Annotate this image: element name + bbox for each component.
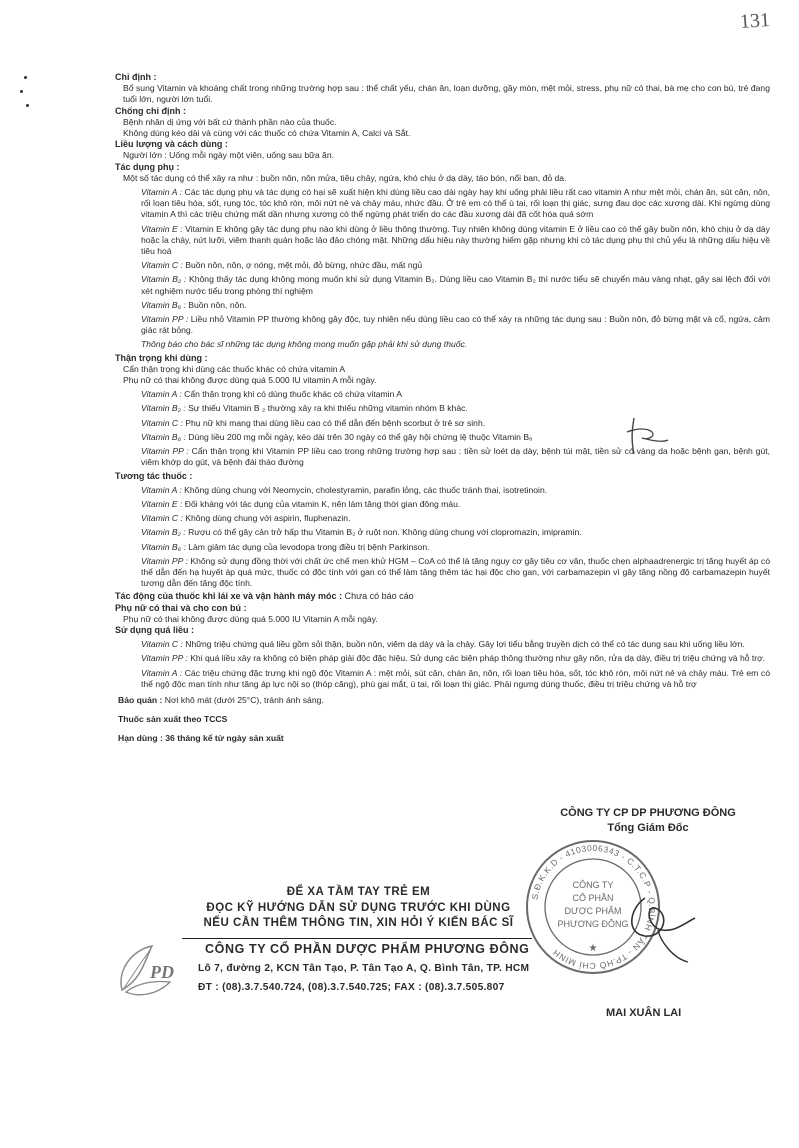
footer-company-name: CÔNG TY CỔ PHẦN DƯỢC PHẨM PHƯƠNG ĐÔNG bbox=[205, 942, 530, 956]
vitamin-text: Cẩn thận trọng khi có dùng thuốc khác có chứa vitamin A bbox=[181, 389, 403, 400]
pregnancy-text: Phụ nữ có thai không được dùng quá 5.000 IU Vitamin A mỗi ngày. bbox=[123, 613, 378, 624]
precautions-title: Thận trọng khi dùng : bbox=[115, 352, 208, 363]
vitamin-item bbox=[141, 639, 770, 650]
precautions-para: Cẩn thận trọng khi dùng các thuốc khác có chứa vitamin A bbox=[123, 363, 346, 374]
scan-artifact-dots bbox=[18, 76, 38, 116]
vitamin-item bbox=[141, 300, 770, 311]
seal-line-3: DƯỢC PHẨM bbox=[564, 906, 622, 916]
handwritten-signature bbox=[600, 878, 710, 968]
storage-title: Bảo quản : bbox=[118, 694, 163, 705]
info-section bbox=[115, 72, 770, 106]
vitamin-item bbox=[141, 446, 770, 468]
seal-star-icon: ★ bbox=[588, 943, 598, 954]
vitamin-label: Vitamin C : bbox=[141, 639, 183, 650]
vitamin-text: Các triệu chứng đặc trưng khi ngộ độc Vitamin A : mệt mỏi, sút cân, chán ăn, nôn, rối loạn tiêu hóa, sốt, tóc khô ròn, môi nứt nẻ và chảy máu. Trẻ em có thể ngộ độc mạn tính như tăng áp lực nội sọ (thóp căng), phù gai mắt, ù tai, rối loạn thị giác. Phải ngưng dùng thuốc, điều trị triệu chứng và hỗ trợ bbox=[141, 667, 770, 689]
vitamin-label: Vitamin A : bbox=[141, 389, 182, 400]
section-title: Chỉ định : bbox=[115, 72, 157, 82]
vitamin-item bbox=[141, 527, 770, 538]
storage-value: Nơi khô mát (dưới 25°C), tránh ánh sáng. bbox=[162, 694, 324, 705]
vitamin-label: Vitamin B₆ : bbox=[141, 431, 186, 442]
vitamin-item bbox=[141, 432, 770, 443]
vitamin-text: Làm giảm tác dụng của levodopa trong điều trị bệnh Parkinson. bbox=[185, 541, 430, 552]
vitamin-text: Đối kháng với tác dụng của vitamin K, nên làm tăng thời gian đông máu. bbox=[182, 498, 461, 509]
overdose-list bbox=[115, 639, 770, 690]
signatory-position: Tổng Giám Đốc bbox=[607, 822, 689, 834]
vitamin-item bbox=[141, 224, 770, 258]
seal-line-2: CỔ PHẦN bbox=[572, 893, 614, 903]
page-number-mark: 131 bbox=[739, 8, 771, 34]
expiry-value: 36 tháng kể từ ngày sản xuất bbox=[162, 733, 284, 744]
driving-value: Chưa có báo cáo bbox=[342, 591, 414, 602]
signatory-company: CÔNG TY CP DP PHƯƠNG ĐÔNG bbox=[560, 807, 736, 819]
vitamin-label: Vitamin A : bbox=[141, 667, 183, 678]
seal-ring-text: S.Đ.K.K.D - 4103006343 - C.T.C.P - Q.BÌNH TÂN - TP.HỒ CHÍ MINH bbox=[529, 842, 658, 972]
footer-address: Lô 7, đường 2, KCN Tân Tạo, P. Tân Tạo A, Q. Bình Tân, TP. HCM bbox=[198, 963, 530, 974]
vitamin-text: Không dùng chung với Neomycin, cholestyramin, parafin lỏng, các thuốc tránh thai, isotretinoin. bbox=[181, 484, 548, 495]
vitamin-item bbox=[141, 668, 770, 690]
vitamin-item bbox=[141, 403, 770, 414]
vitamin-text: Buồn nôn, nôn. bbox=[185, 299, 247, 310]
section-paragraph: Không dùng kéo dài và cùng với các thuốc có chứa Vitamin A, Calci và Sắt. bbox=[123, 128, 411, 139]
basic-sections bbox=[115, 72, 770, 162]
signatory-name: MAI XUÂN LAI bbox=[606, 1007, 682, 1019]
expiry-line bbox=[118, 733, 770, 744]
section-title: Chống chỉ định : bbox=[115, 105, 186, 116]
vitamin-item bbox=[141, 513, 770, 524]
pregnancy-title: Phụ nữ có thai và cho con bú : bbox=[115, 602, 247, 613]
vitamin-label: Vitamin A : bbox=[141, 484, 182, 495]
logo-text: PD bbox=[150, 962, 174, 982]
vitamin-label: Vitamin PP : bbox=[141, 555, 188, 566]
vitamin-label: Vitamin C : bbox=[141, 417, 183, 428]
driving-title: Tác động của thuốc khi lái xe và vận hành máy móc : bbox=[115, 591, 343, 602]
vitamin-item bbox=[141, 653, 770, 664]
vitamin-label: Vitamin E : bbox=[141, 498, 183, 509]
vitamin-text: Khi quá liều xảy ra không có biện pháp giải độc đặc hiệu. Sử dụng các biện pháp thông thường như gây nôn, rửa dạ dày, điều trị triệu chứng và hỗ trợ. bbox=[187, 653, 766, 664]
seal-line-1: CÔNG TY bbox=[572, 880, 614, 890]
vitamin-label: Vitamin PP : bbox=[141, 314, 189, 325]
warning-line: NẾU CẦN THÊM THÔNG TIN, XIN HỎI Ý KIẾN BÁC SĨ bbox=[203, 917, 514, 929]
vitamin-text: Không dùng chung với aspirin, fluphenazin. bbox=[182, 513, 351, 524]
section-paragraph: Bổ sung Vitamin và khoáng chất trong những trường hợp sau : thể chất yếu, chán ăn, loạn dưỡng, gầy mòn, mệt mỏi, stress, phụ nữ có thai, bà mẹ cho con bú, trẻ đang tuổi lớn, người lớn tuổi. bbox=[123, 83, 770, 105]
vitamin-text: Sự thiếu Vitamin B ₂ thường xảy ra khi thiếu những vitamin nhóm B khác. bbox=[185, 403, 468, 414]
vitamin-text: Phụ nữ khi mang thai dùng liều cao có thể dẫn đến bệnh scorbut ở trẻ sơ sinh. bbox=[182, 417, 486, 428]
warning-line: ĐỂ XA TẦM TAY TRẺ EM bbox=[286, 886, 431, 898]
section-paragraph: Người lớn : Uống mỗi ngày một viên, uống sau bữa ăn. bbox=[123, 150, 334, 161]
overdose-title: Sử dụng quá liều : bbox=[115, 624, 195, 635]
expiry-title: Hạn dùng : bbox=[118, 733, 163, 744]
vitamin-text: Các tác dụng phụ và tác dụng có hại sẽ xuất hiện khi dùng liều cao dài ngày hay khi uống phải liều rất cao vitamin A như mệt mỏi, chán ăn, sút cân, nôn, rối loạn tiêu hóa, sốt, rụng tóc, tóc khô ròn, môi nứt nẻ và chảy máu, nhức đầu. Ở trẻ em có thể ù tai, rối loạn thị giác, sưng đau dọc các xương dài. Khi ngừng dùng vitamin A thì các triệu chứng mất dần nhưng xương có thể ngừng phát triển do các đầu xương dài đã cốt hóa quá sớm bbox=[141, 187, 770, 220]
seal-line-4: PHƯƠNG ĐÔNG bbox=[557, 919, 629, 929]
interactions-list bbox=[115, 485, 770, 590]
leaflet-body bbox=[115, 72, 770, 745]
vitamin-item bbox=[141, 499, 770, 510]
interactions-title: Tương tác thuốc : bbox=[115, 470, 193, 481]
info-section bbox=[115, 139, 770, 161]
side-effects-list bbox=[115, 187, 770, 336]
vitamin-item bbox=[141, 389, 770, 400]
vitamin-item bbox=[141, 542, 770, 553]
vitamin-label: Vitamin C : bbox=[141, 260, 183, 271]
vitamin-text: Rượu có thể gây cản trở hấp thu Vitamin B₂ ở ruột non. Không dùng chung với clopromazin, imipramin. bbox=[185, 527, 582, 538]
vitamin-text: Những triệu chứng quá liều gồm sỏi thận, buồn nôn, viêm dạ dày và ỉa chảy. Gây lợi tiểu bằng truyền dịch có thể có tác dụng sau khi uống liều lớn. bbox=[182, 639, 745, 650]
driving-section bbox=[115, 591, 770, 602]
section-paragraph: Bệnh nhân dị ứng với bất cứ thành phần nào của thuốc. bbox=[123, 116, 337, 127]
vitamin-item bbox=[141, 314, 770, 336]
side-effects-intro: Một số tác dụng có thể xảy ra như : buồn nôn, nôn mửa, tiêu chảy, ngứa, khó chịu ở dạ dày, táo bón, nổi ban, đỏ da. bbox=[123, 172, 567, 183]
side-effects-section bbox=[115, 162, 770, 351]
pregnancy-section bbox=[115, 603, 770, 625]
vitamin-item bbox=[141, 260, 770, 271]
vitamin-label: Vitamin C : bbox=[141, 513, 183, 524]
vitamin-item bbox=[141, 485, 770, 496]
warning-block bbox=[186, 885, 531, 932]
interactions-section bbox=[115, 471, 770, 590]
side-effects-note: Thông báo cho bác sĩ những tác dụng không mong muốn gặp phải khi sử dụng thuốc. bbox=[141, 339, 468, 350]
vitamin-label: Vitamin E : bbox=[141, 223, 183, 234]
vitamin-label: Vitamin B₂ : bbox=[141, 527, 186, 538]
divider-line bbox=[182, 938, 532, 939]
vitamin-label: Vitamin PP : bbox=[141, 446, 189, 457]
vitamin-item bbox=[141, 556, 770, 590]
signatory-block bbox=[548, 807, 748, 834]
vitamin-text: Không thấy tác dụng không mong muốn khi sử dụng Vitamin B₂. Dùng liều cao Vitamin B₂ thì nước tiểu sẽ chuyển màu vàng nhạt, gây sai lệch đối với xét nghiệm nước tiểu trong phòng thí nghiệm bbox=[141, 274, 770, 296]
vitamin-text: Cẩn thận trọng khi Vitamin PP liều cao trong những trường hợp sau : tiền sử loét dạ dày, bệnh túi mật, tiền sử có vàng da hoặc bệnh gan, bệnh gút, viêm khớp do gút, và bệnh đái tháo đường bbox=[141, 446, 771, 468]
precautions-para: Phụ nữ có thai không được dùng quá 5.000 IU vitamin A mỗi ngày. bbox=[123, 375, 377, 386]
vitamin-text: Dùng liều 200 mg mỗi ngày, kéo dài trên 30 ngày có thể gây hội chứng lệ thuộc Vitamin B₆ bbox=[185, 431, 533, 442]
section-title: Liều lượng và cách dùng : bbox=[115, 139, 228, 150]
info-section bbox=[115, 106, 770, 140]
vitamin-label: Vitamin B₂ : bbox=[141, 274, 187, 285]
standard-line bbox=[118, 714, 770, 725]
footer-phone-fax: ĐT : (08).3.7.540.724, (08).3.7.540.725; FAX : (08).3.7.505.807 bbox=[198, 982, 505, 993]
handwritten-initial-mark bbox=[622, 410, 672, 460]
vitamin-text: Vitamin E không gây tác dụng phụ nào khi dùng ở liều thông thường. Tuy nhiên không dùng vitamin E ở liều cao có thể gây buồn nôn, khó chịu ở dạ dày hoặc ỉa chảy, nứt lưỡi, viêm thanh quản hoặc lảo đảo chóng mặt. Những dấu hiệu này thường hiếm gặp nhưng khi có tác dụng phụ thì chủ yếu là những dấu hiệu về tiêu hoá bbox=[141, 223, 770, 257]
vitamin-text: Buồn nôn, nôn, ợ nóng, mệt mỏi, đỏ bừng, nhức đầu, mất ngủ bbox=[182, 260, 423, 271]
vitamin-label: Vitamin B₆ : bbox=[141, 299, 186, 310]
vitamin-label: Vitamin B₂ : bbox=[141, 403, 186, 414]
vitamin-item bbox=[141, 418, 770, 429]
vitamin-label: Vitamin PP : bbox=[141, 653, 188, 664]
vitamin-item bbox=[141, 187, 770, 221]
vitamin-text: Liều nhỏ Vitamin PP thường không gây độc, tuy nhiên nếu dùng liều cao có thể xảy ra những tác dụng sau : Buồn nôn, đỏ bừng mặt và cổ, ngứa, cảm giác rát bỏng. bbox=[141, 314, 770, 336]
vitamin-item bbox=[141, 274, 770, 296]
standard-title: Thuốc sản xuất theo TCCS bbox=[118, 714, 228, 725]
vitamin-text: Không sử dụng đồng thời với chất ức chế men khử HGM – CoA có thể là tăng nguy cơ gây tiêu cơ vân, thuốc chẹn alphaadrenergic trị tăng huyết áp có thể dẫn đến hạ huyết áp quá mức, thuốc có độc tính với gan có thể làm tăng thêm tác hại độc cho gan, với carbamazepin vì gây tăng nồng độ carbamazepin huyết tương dẫn đến tăng độc tính. bbox=[141, 555, 770, 589]
side-effects-title: Tác dụng phụ : bbox=[115, 161, 180, 172]
overdose-section bbox=[115, 625, 770, 690]
vitamin-label: Vitamin A : bbox=[141, 187, 183, 198]
warning-line: ĐỌC KỸ HƯỚNG DẪN SỬ DỤNG TRƯỚC KHI DÙNG bbox=[206, 901, 511, 914]
storage-line bbox=[118, 695, 770, 706]
vitamin-label: Vitamin B₆ : bbox=[141, 541, 186, 552]
